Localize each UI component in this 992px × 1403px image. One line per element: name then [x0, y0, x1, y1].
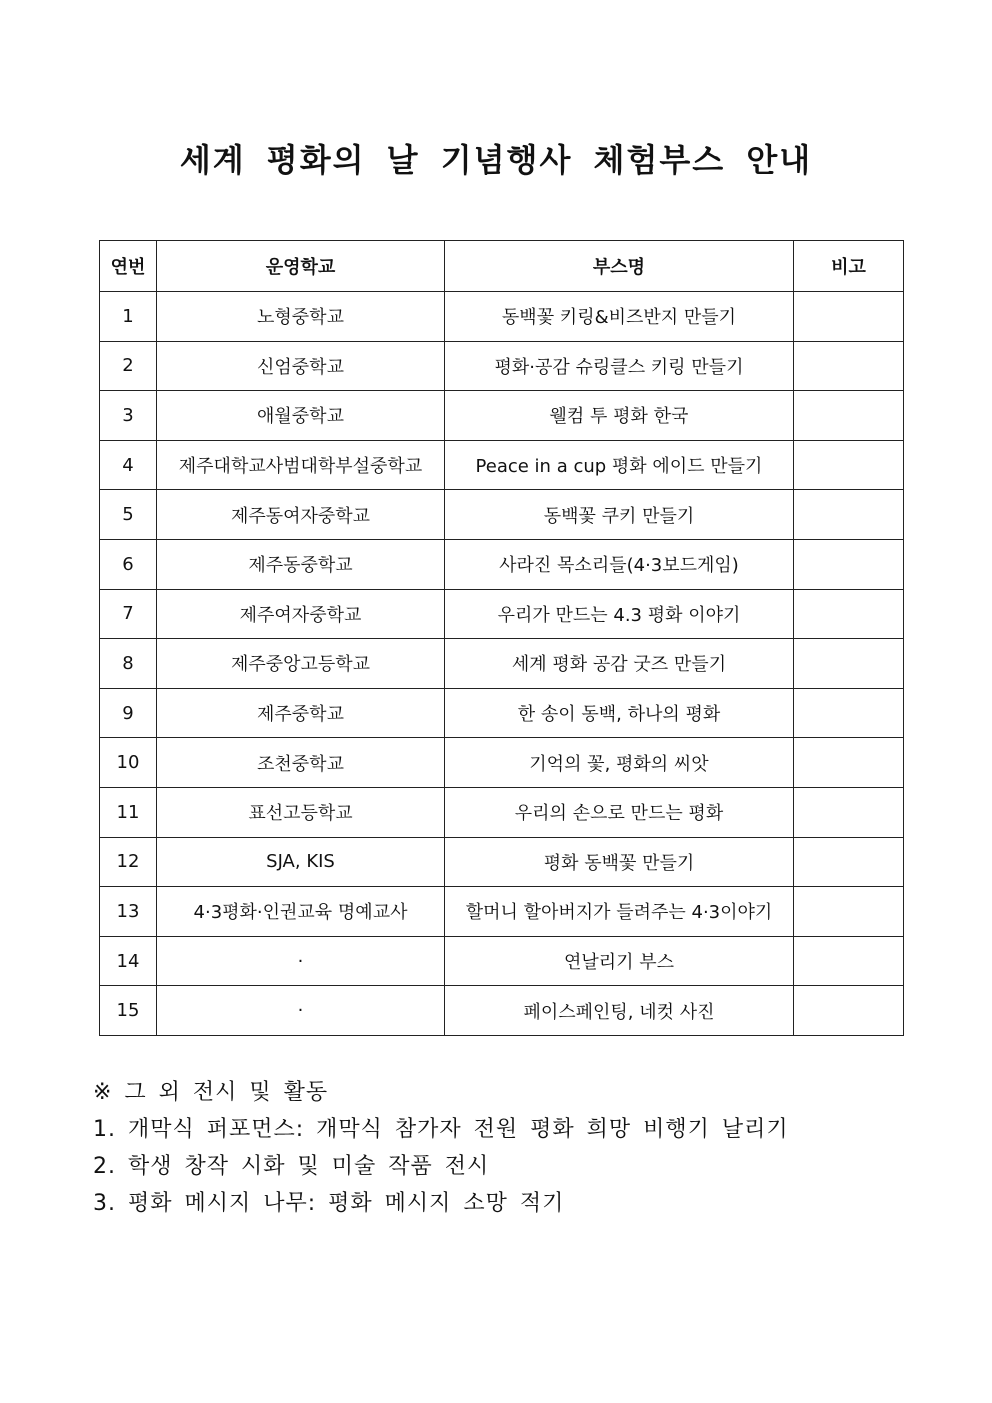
row-number-cell: 13: [100, 887, 157, 937]
row-note-cell: [794, 936, 904, 986]
table-row: [100, 639, 904, 689]
row-number-cell: 6: [100, 539, 157, 589]
notes-heading: ※ 그 외 전시 및 활동: [93, 1080, 329, 1105]
row-booth-cell: 웰컴 투 평화 한국: [445, 391, 794, 441]
row-number-cell: 2: [100, 341, 157, 391]
table-row: [100, 688, 904, 738]
table-row: [100, 837, 904, 887]
row-note-cell: [794, 887, 904, 937]
row-note-cell: [794, 539, 904, 589]
row-school-cell: ·: [157, 986, 445, 1036]
row-note-cell: [794, 688, 904, 738]
row-school-cell: 제주대학교사범대학부설중학교: [157, 440, 445, 490]
notes-section: [93, 1074, 913, 1222]
notes-item: 1. 개막식 퍼포먼스: 개막식 참가자 전원 평화 희망 비행기 날리기: [93, 1117, 789, 1142]
row-booth-cell: 한 송이 동백, 하나의 평화: [445, 688, 794, 738]
table-header-row: [100, 241, 904, 292]
notes-item: 2. 학생 창작 시화 및 미술 작품 전시: [93, 1154, 490, 1179]
row-number-cell: 12: [100, 837, 157, 887]
header-booth: 부스명: [445, 241, 794, 292]
table-row: [100, 787, 904, 837]
row-booth-cell: 평화·공감 슈링클스 키링 만들기: [445, 341, 794, 391]
header-number: 연번: [100, 241, 157, 292]
row-school-cell: 제주중앙고등학교: [157, 639, 445, 689]
table-row: [100, 341, 904, 391]
table-row: [100, 936, 904, 986]
header-school: 운영학교: [157, 241, 445, 292]
booth-table: [99, 240, 904, 1036]
page-title: 세계 평화의 날 기념행사 체험부스 안내: [179, 141, 813, 179]
row-booth-cell: Peace in a cup 평화 에이드 만들기: [445, 440, 794, 490]
row-note-cell: [794, 639, 904, 689]
row-school-cell: 애월중학교: [157, 391, 445, 441]
row-school-cell: 노형중학교: [157, 292, 445, 342]
row-school-cell: 4·3평화·인권교육 명예교사: [157, 887, 445, 937]
table-row: [100, 391, 904, 441]
row-number-cell: 10: [100, 738, 157, 788]
row-school-cell: 제주동중학교: [157, 539, 445, 589]
row-number-cell: 8: [100, 639, 157, 689]
table-row: [100, 589, 904, 639]
row-note-cell: [794, 440, 904, 490]
header-note: 비고: [794, 241, 904, 292]
table-body: [100, 292, 904, 1036]
table-row: [100, 539, 904, 589]
row-note-cell: [794, 787, 904, 837]
row-number-cell: 3: [100, 391, 157, 441]
row-note-cell: [794, 589, 904, 639]
row-note-cell: [794, 391, 904, 441]
row-booth-cell: 기억의 꽃, 평화의 씨앗: [445, 738, 794, 788]
table-row: [100, 440, 904, 490]
row-number-cell: 11: [100, 787, 157, 837]
row-booth-cell: 동백꽃 키링&비즈반지 만들기: [445, 292, 794, 342]
row-school-cell: 제주동여자중학교: [157, 490, 445, 540]
row-booth-cell: 페이스페인팅, 네컷 사진: [445, 986, 794, 1036]
row-number-cell: 14: [100, 936, 157, 986]
row-note-cell: [794, 837, 904, 887]
row-number-cell: 9: [100, 688, 157, 738]
row-school-cell: ·: [157, 936, 445, 986]
row-school-cell: 제주여자중학교: [157, 589, 445, 639]
row-booth-cell: 평화 동백꽃 만들기: [445, 837, 794, 887]
row-number-cell: 5: [100, 490, 157, 540]
table-row: [100, 738, 904, 788]
table-row: [100, 490, 904, 540]
row-note-cell: [794, 341, 904, 391]
row-booth-cell: 연날리기 부스: [445, 936, 794, 986]
row-school-cell: 조천중학교: [157, 738, 445, 788]
row-school-cell: 신엄중학교: [157, 341, 445, 391]
row-booth-cell: 사라진 목소리들(4·3보드게임): [445, 539, 794, 589]
row-booth-cell: 동백꽃 쿠키 만들기: [445, 490, 794, 540]
row-number-cell: 15: [100, 986, 157, 1036]
row-school-cell: 표선고등학교: [157, 787, 445, 837]
row-number-cell: 7: [100, 589, 157, 639]
row-note-cell: [794, 490, 904, 540]
row-booth-cell: 할머니 할아버지가 들려주는 4·3이야기: [445, 887, 794, 937]
table-row: [100, 986, 904, 1036]
row-booth-cell: 우리의 손으로 만드는 평화: [445, 787, 794, 837]
row-booth-cell: 세계 평화 공감 굿즈 만들기: [445, 639, 794, 689]
row-number-cell: 4: [100, 440, 157, 490]
notes-item: 3. 평화 메시지 나무: 평화 메시지 소망 적기: [93, 1191, 565, 1216]
table-row: [100, 887, 904, 937]
row-number-cell: 1: [100, 292, 157, 342]
row-booth-cell: 우리가 만드는 4.3 평화 이야기: [445, 589, 794, 639]
table-row: [100, 292, 904, 342]
row-note-cell: [794, 292, 904, 342]
row-note-cell: [794, 986, 904, 1036]
row-note-cell: [794, 738, 904, 788]
row-school-cell: 제주중학교: [157, 688, 445, 738]
row-school-cell: SJA, KIS: [157, 837, 445, 887]
